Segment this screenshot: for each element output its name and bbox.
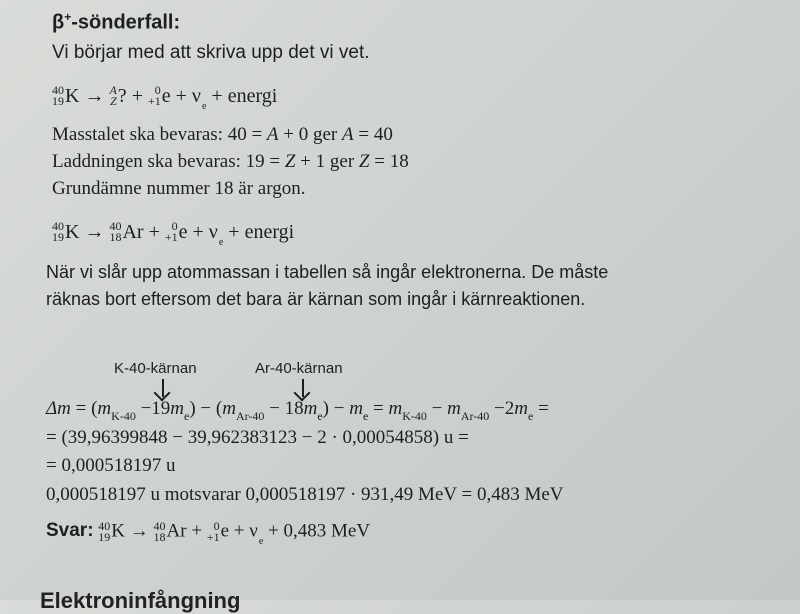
intro-text: Vi börjar med att skriva upp det vi vet. (52, 42, 370, 63)
ar-nuclide-notation: 40 18 (153, 518, 166, 544)
ar-nuclide-notation: 40 18 (109, 219, 122, 245)
unknown-nuclide-notation: A Z (109, 83, 117, 109)
positron-notation: 0 +1 (164, 219, 178, 245)
ar40-arrow-icon (302, 379, 304, 397)
answer-equation: Svar: 40 19 K → 40 18 Ar + 0 +1 $e + \nu_e + 0,483$ MeV (46, 518, 371, 547)
beta-symbol: β (52, 11, 65, 34)
plus-superscript: + (64, 10, 72, 24)
k40-nucleus-label: K-40-kärnan (114, 360, 197, 377)
k-nuclide-notation: 40 19 (98, 518, 111, 544)
answer-label: Svar: (46, 520, 94, 541)
equation-2: 40 19 K → 40 18 Ar + 0 +1 $e + \nu_e$ + energi (52, 219, 295, 248)
paragraph-line-2: räknas bort eftersom det bara är kärnan som ingår i kärnreaktionen. (46, 289, 586, 309)
equation-1: 40 19 K → A Z ? + 0 +1 $e + \nu_e$ + energi (52, 83, 278, 112)
cutoff-next-heading: Elektroninfångning (40, 588, 241, 613)
heading-text: -sönderfall: (71, 11, 181, 34)
positron-notation: 0 +1 (206, 518, 220, 544)
charge-conservation-line: Laddningen ska bevaras: 19 = Z + 1 ger Z = 18 (52, 151, 409, 172)
ar40-nucleus-label: Ar-40-kärnan (255, 360, 343, 377)
neutrino-symbol: ν (249, 520, 258, 542)
k-nuclide-notation: 40 19 (52, 83, 64, 109)
calc-line-2: = (39,96399848 − 39,962383123 − 2 · 0,00054858) u = (46, 427, 469, 448)
k-nuclide-notation: 40 19 (52, 219, 64, 245)
section-heading (52, 10, 180, 35)
calc-line-1: $\Delta m = (m_{K-40} -19m_e) - (m_{Ar-40} - 18m_e) - m_e = m_{K-40} - m_{Ar-40} -2m_e$ = (46, 398, 549, 423)
calc-line-4: 0,000518197 u motsvarar 0,000518197 · 931,49 MeV = 0,483 MeV (46, 484, 564, 505)
calc-line-3: = 0,000518197 u (46, 455, 176, 476)
neutrino-symbol: ν (191, 84, 201, 107)
neutrino-symbol: ν (208, 220, 218, 243)
paragraph-line-1: När vi slår upp atommassan i tabellen så ingår elektronerna. De måste (46, 262, 609, 282)
positron-notation: 0 +1 (147, 83, 161, 109)
element-line: Grundämne nummer 18 är argon. (52, 178, 306, 199)
k40-arrow-icon (162, 379, 164, 397)
mass-conservation-line: Masstalet ska bevaras: 40 = A + 0 ger A = 40 (52, 124, 393, 145)
